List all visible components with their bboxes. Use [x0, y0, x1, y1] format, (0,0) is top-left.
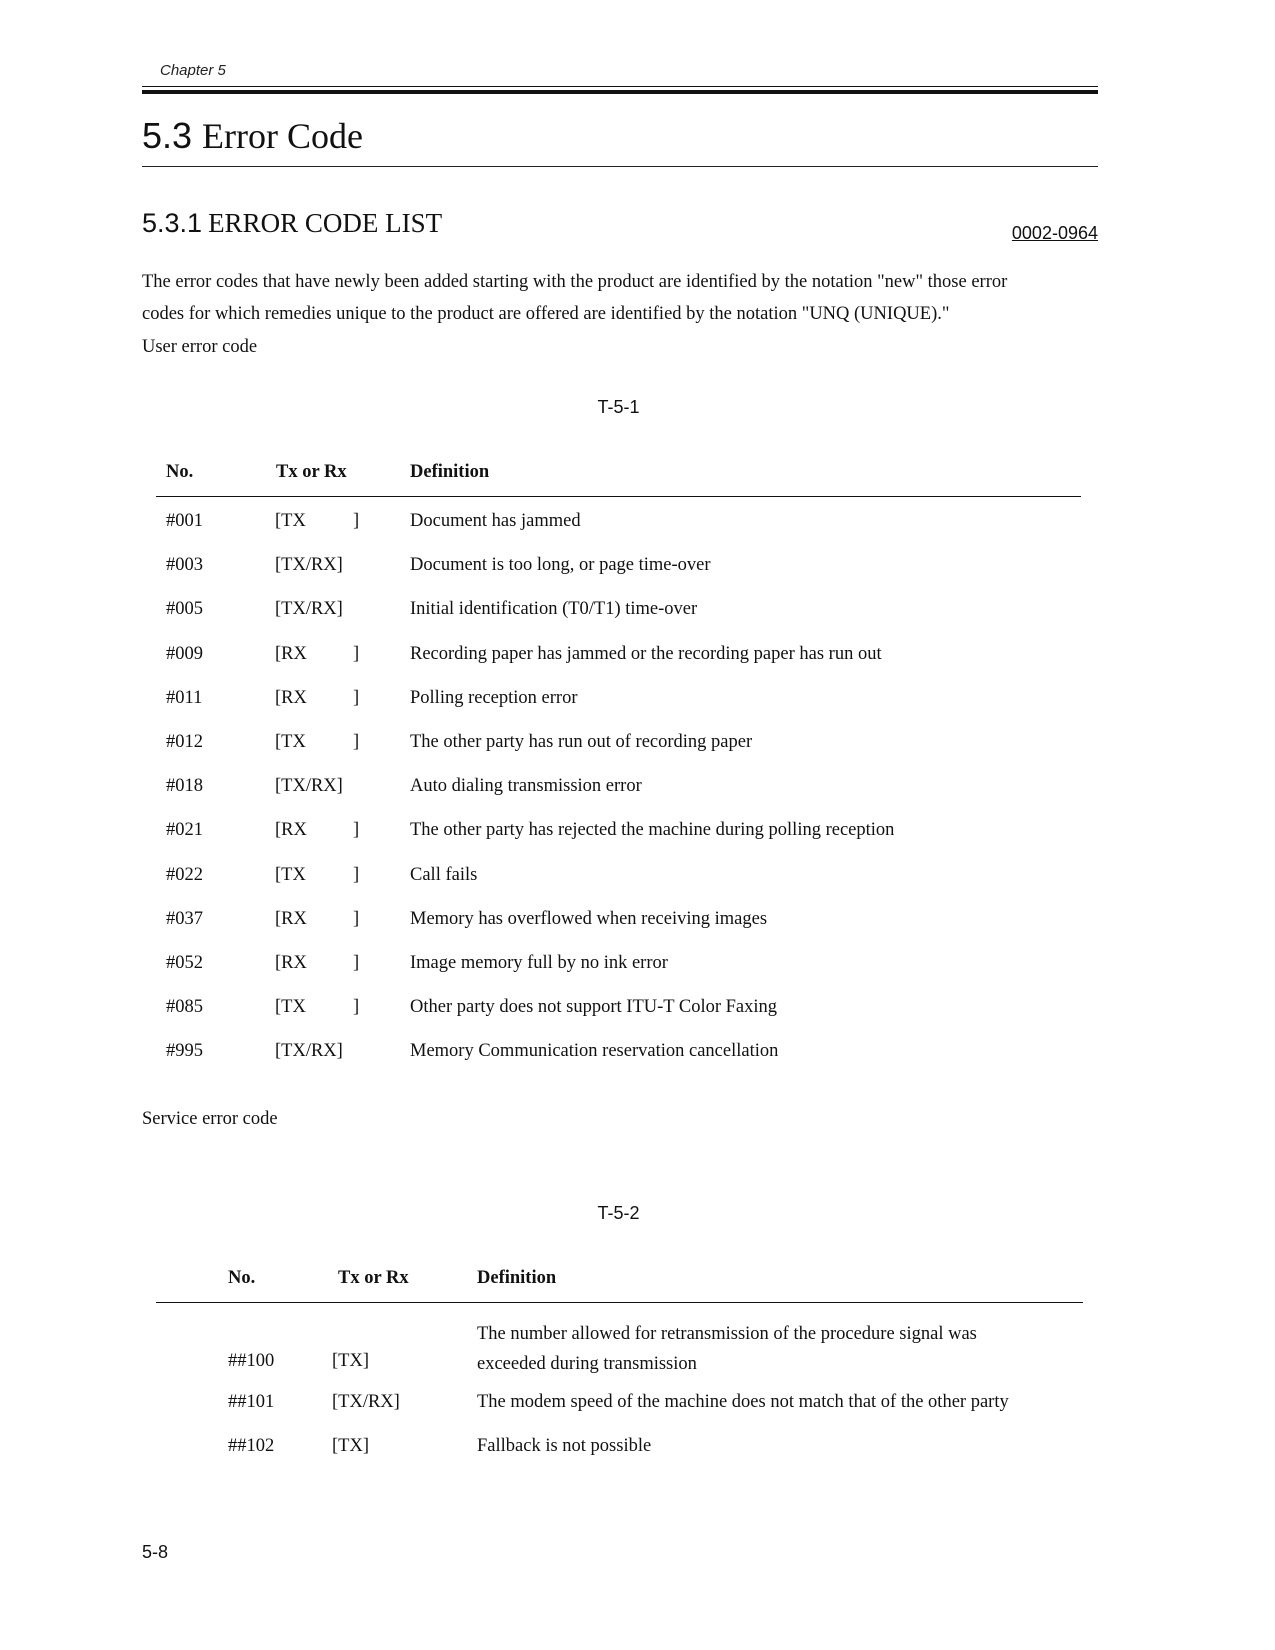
- table-row: [156, 1427, 1083, 1471]
- txrx-value: [TX]: [332, 1351, 369, 1371]
- table-row: [156, 503, 1081, 547]
- table-row: [156, 724, 1081, 768]
- intro-line-2: codes for which remedies unique to the product are offered are identified by the notation "UNQ (UNIQUE).": [142, 304, 950, 324]
- table-row: [156, 901, 1081, 945]
- section-title-rule: [142, 166, 1098, 167]
- definition-text: Auto dialing transmission error: [410, 776, 642, 797]
- table-row: [156, 680, 1081, 724]
- error-code: #995: [166, 1041, 203, 1062]
- table1-header: [156, 456, 1081, 497]
- definition-text: Initial identification (T0/T1) time-over: [410, 599, 698, 620]
- table2-caption: T-5-2: [597, 1203, 640, 1223]
- definition-text: Image memory full by no ink error: [410, 952, 668, 973]
- section-number: 5.3: [142, 115, 193, 156]
- section-title-text: Error Code: [202, 116, 363, 156]
- table-row: [156, 547, 1081, 591]
- table-row: [156, 857, 1081, 901]
- txrx-value: [RX ]: [275, 908, 360, 929]
- txrx-value: [TX/RX]: [332, 1392, 400, 1412]
- txrx-value: [TX ]: [275, 997, 360, 1018]
- header-rule-thin: [142, 86, 1098, 87]
- table-row: [156, 945, 1081, 989]
- table2-header-definition: Definition: [477, 1268, 557, 1288]
- error-code: #009: [166, 643, 203, 664]
- error-code: ##101: [228, 1392, 275, 1412]
- table2-header-no: No.: [228, 1268, 256, 1288]
- error-code: #001: [166, 511, 203, 531]
- table1-body: [156, 497, 1081, 1077]
- definition-text: Memory has overflowed when receiving images: [410, 908, 768, 929]
- error-code: #037: [166, 908, 203, 929]
- definition-text: The other party has run out of recording paper: [410, 731, 753, 752]
- document-code: 0002-0964: [1011, 223, 1098, 243]
- table1-header-txrx: Tx or Rx: [276, 462, 347, 482]
- page-number: 5-8: [142, 1542, 169, 1562]
- definition-line-2: exceeded during transmission: [477, 1354, 697, 1374]
- definition-text: Polling reception error: [410, 687, 578, 708]
- table-row: [156, 1307, 1083, 1383]
- section-title: [142, 115, 363, 156]
- subsection-title: [142, 210, 442, 237]
- txrx-value: [TX/RX]: [275, 776, 343, 797]
- error-code: #005: [166, 599, 203, 620]
- error-code: #018: [166, 776, 203, 797]
- error-code: #003: [166, 555, 203, 576]
- table1-caption: T-5-1: [597, 397, 640, 417]
- header-rule-thick: [142, 90, 1098, 94]
- definition-text: The other party has rejected the machine during polling reception: [410, 820, 895, 841]
- txrx-value: [TX/RX]: [275, 599, 343, 620]
- chapter-label: Chapter 5: [160, 62, 226, 79]
- service-error-label: Service error code: [142, 1109, 278, 1129]
- txrx-value: [TX/RX]: [275, 555, 343, 576]
- error-code: #052: [166, 952, 203, 973]
- error-code: ##100: [228, 1351, 275, 1371]
- table-row: [156, 812, 1081, 856]
- txrx-value: [RX ]: [275, 643, 360, 664]
- txrx-value: [RX ]: [275, 952, 360, 973]
- definition-text: Call fails: [410, 864, 478, 885]
- definition-text: [477, 1319, 977, 1379]
- definition-text: Document is too long, or page time-over: [410, 555, 711, 576]
- definition-text: Fallback is not possible: [477, 1436, 652, 1456]
- error-code: #012: [166, 731, 203, 752]
- definition-text: Memory Communication reservation cancellation: [410, 1041, 779, 1062]
- subsection-number: 5.3.1: [142, 208, 203, 238]
- table-row: [156, 1383, 1083, 1427]
- table1-header-no: No.: [166, 462, 194, 482]
- table2-header-txrx: Tx or Rx: [338, 1268, 409, 1288]
- txrx-value: [TX ]: [275, 864, 360, 885]
- table-row: [156, 1033, 1081, 1077]
- txrx-value: [RX ]: [275, 820, 360, 841]
- intro-line-1: The error codes that have newly been added starting with the product are identified by the notation "new" those error: [142, 272, 1008, 292]
- txrx-value: [RX ]: [275, 687, 360, 708]
- definition-text: Recording paper has jammed or the recording paper has run out: [410, 643, 882, 664]
- definition-text: The modem speed of the machine does not match that of the other party: [477, 1392, 1009, 1412]
- txrx-value: [TX/RX]: [275, 1041, 343, 1062]
- table2-header: [156, 1262, 1083, 1303]
- table-row: [156, 768, 1081, 812]
- table-row: [156, 989, 1081, 1033]
- intro-paragraph: [142, 266, 1107, 330]
- error-code: #021: [166, 820, 203, 841]
- definition-text: Other party does not support ITU-T Color Faxing: [410, 997, 778, 1018]
- txrx-value: [TX ]: [275, 511, 360, 531]
- table2-body: [156, 1303, 1083, 1471]
- error-code: #022: [166, 864, 203, 885]
- definition-line-1: The number allowed for retransmission of the procedure signal was: [477, 1324, 977, 1344]
- definition-text: Document has jammed: [410, 511, 581, 531]
- error-code: ##102: [228, 1436, 275, 1456]
- table-row: [156, 636, 1081, 680]
- user-error-table: [156, 456, 1081, 1077]
- user-error-label: User error code: [142, 337, 258, 357]
- txrx-value: [TX ]: [275, 731, 360, 752]
- error-code: #011: [166, 687, 203, 708]
- table-row: [156, 591, 1081, 635]
- txrx-value: [TX]: [332, 1436, 369, 1456]
- subsection-title-text: ERROR CODE LIST: [208, 208, 443, 238]
- error-code: #085: [166, 997, 203, 1018]
- service-error-table: [156, 1262, 1083, 1471]
- table1-header-definition: Definition: [410, 462, 490, 482]
